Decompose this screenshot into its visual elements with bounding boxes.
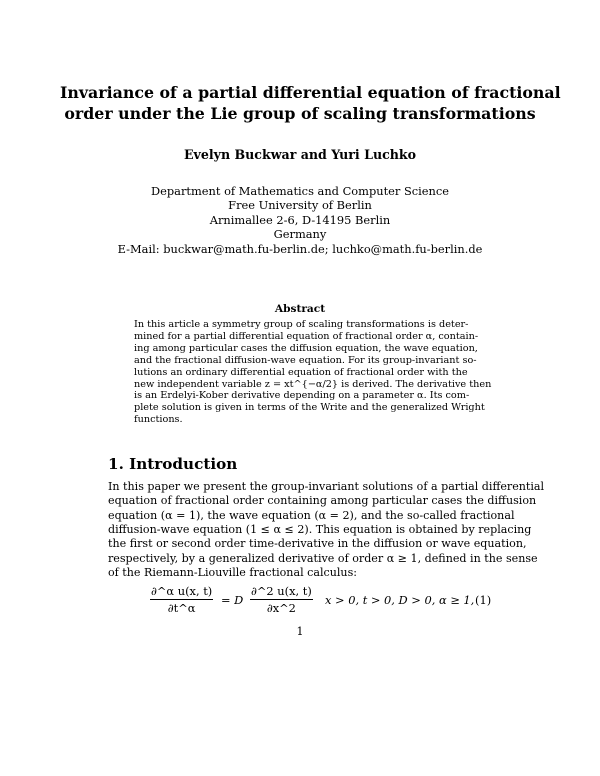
abstract-line: In this article a symmetry group of scaling transformations is deter- xyxy=(134,319,469,330)
equation-conditions: x > 0, t > 0, D > 0, α ≥ 1, xyxy=(325,593,475,607)
body-line: equation (α = 1), the wave equation (α = 2), and the so-called fractional xyxy=(108,508,515,522)
section-heading: 1. Introduction xyxy=(108,455,238,473)
title-line-1: Invariance of a partial differential equation of fractional xyxy=(60,83,561,102)
paper-title xyxy=(60,82,561,124)
abstract-body xyxy=(134,319,492,426)
equation-1 xyxy=(150,584,496,624)
abstract-line: mined for a partial differential equation of fractional order α, contain- xyxy=(134,330,479,342)
body-line: equation of fractional order containing among particular cases the diffusion xyxy=(108,494,537,508)
body-line: the first or second order time-derivative in the diffusion or wave equation, xyxy=(108,537,527,551)
lhs-fraction xyxy=(150,584,213,615)
email-line: E-Mail: buckwar@math.fu-berlin.de; luchko@math.fu-berlin.de xyxy=(117,241,483,256)
abstract-line: ing among particular cases the diffusion equation, the wave equation, xyxy=(134,342,478,354)
body-line: In this paper we present the group-invariant solutions of a partial differential xyxy=(108,480,545,493)
title-line-2: order under the Lie group of scaling transformations xyxy=(64,104,536,123)
body-line: respectively, by a generalized derivative of order α ≥ 1, defined in the sense xyxy=(108,551,538,565)
affiliation-line: Free University of Berlin xyxy=(228,198,372,213)
rhs-numerator: ∂^2 u(x, t) xyxy=(251,584,312,598)
authors: Evelyn Buckwar and Yuri Luchko xyxy=(183,147,417,162)
abstract-line: functions. xyxy=(134,414,183,426)
abstract-line: lutions an ordinary differential equation of fractional order with the xyxy=(134,366,468,378)
equation-number: (1) xyxy=(475,593,492,607)
abstract-line: plete solution is given in terms of the Write and the generalized Wright xyxy=(134,402,485,414)
body-line: of the Riemann-Liouville fractional calculus: xyxy=(108,566,357,580)
abstract-line: and the fractional diffusion-wave equation. For its group-invariant so- xyxy=(134,354,477,366)
page-number: 1 xyxy=(296,625,304,638)
lhs-numerator: ∂^α u(x, t) xyxy=(151,584,213,598)
abstract-heading: Abstract xyxy=(274,303,326,315)
lhs-denominator: ∂t^α xyxy=(167,601,196,615)
abstract-line: is an Erdelyi-Kober derivative depending on a parameter α. Its com- xyxy=(134,390,470,402)
affiliation xyxy=(0,184,600,256)
affiliation-line: Arnimallee 2-6, D-14195 Berlin xyxy=(209,212,391,227)
rhs-denominator: ∂x^2 xyxy=(266,601,296,615)
affiliation-line: Department of Mathematics and Computer Science xyxy=(151,184,449,198)
affiliation-line: Germany xyxy=(273,227,327,242)
section-body xyxy=(108,480,545,580)
body-line: diffusion-wave equation (1 ≤ α ≤ 2). This equation is obtained by replacing xyxy=(108,523,532,537)
rhs-fraction xyxy=(250,584,313,615)
equals-d: = D xyxy=(221,593,244,607)
abstract-line: new independent variable z = xt^{−α/2} is derived. The derivative then xyxy=(134,378,492,390)
